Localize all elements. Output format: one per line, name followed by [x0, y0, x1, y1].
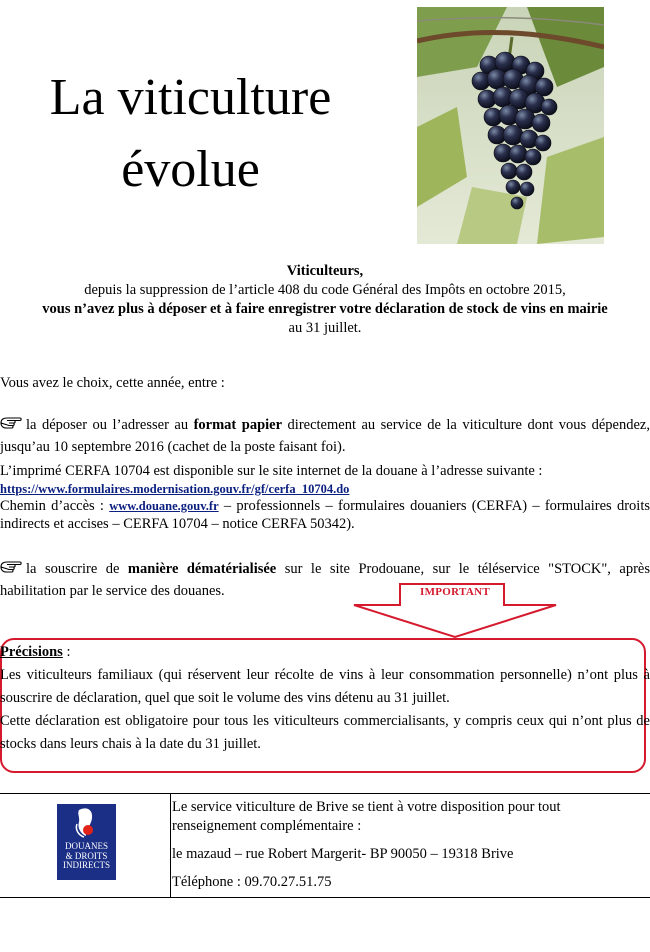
title-line-1: La viticulture — [49, 69, 332, 126]
precisions-colon: : — [62, 644, 71, 660]
option-paper — [0, 414, 650, 458]
service-text: Le service viticulture de Brive se tient à votre disposition pour tout renseignement complémentaire : — [172, 799, 561, 834]
cerfa-info — [0, 463, 650, 533]
precisions-heading: Précisions — [0, 644, 63, 660]
choice-intro: Vous avez le choix, cette année, entre : — [0, 375, 225, 391]
option-paper-after: directement au service de la viticulture dont vous dépendez, jusqu’au 10 septembre 2016 (cachet de la poste faisant foi). — [0, 417, 650, 455]
important-arrow — [352, 583, 558, 639]
intro-block — [0, 262, 650, 338]
phone-text: Téléphone : 09.70.27.51.75 — [172, 874, 332, 890]
pointing-hand-icon — [0, 560, 22, 574]
precisions-content — [0, 641, 650, 756]
logo-line-3: INDIRECTS — [63, 860, 110, 870]
intro-heading: Viticulteurs, — [286, 263, 364, 279]
contact-table — [0, 793, 650, 898]
logo-text — [57, 842, 116, 871]
path-label: Chemin d’accès : — [0, 498, 110, 514]
douanes-logo — [57, 804, 116, 880]
intro-line-3: vous n’avez plus à déposer et à faire enregistrer votre déclaration de stock de vins en mairie — [42, 301, 608, 317]
cerfa-text: L’imprimé CERFA 10704 est disponible sur le site internet de la douane à l’adresse suivante : — [0, 463, 543, 479]
intro-line-2: depuis la suppression de l’article 408 du code Général des Impôts en octobre 2015, — [84, 282, 566, 298]
precisions-para-2: Cette déclaration est obligatoire pour tous les viticulteurs commercialisants, y compris ceux qui n’ont plus de stocks dans leurs chais à la date du 31 juillet. — [0, 713, 650, 752]
option-online-after: sur le site Prodouane, sur le téléservice "STOCK", après habilitation par le service des douanes. — [0, 561, 650, 599]
address-text: le mazaud – rue Robert Margerit- BP 90050 – 19318 Brive — [172, 846, 514, 862]
cerfa-link[interactable]: https://www.formulaires.modernisation.gouv.fr/gf/cerfa_10704.do — [0, 481, 350, 496]
grape-cluster-photo — [417, 7, 604, 244]
path-rest: – professionnels – formulaires douaniers (CERFA) – formulaires droits indirects et accises – CERFA 10704 – notice CERFA 50342). — [0, 498, 650, 532]
pointing-hand-icon — [0, 416, 22, 430]
option-paper-bold: format papier — [193, 417, 283, 433]
marianne-emblem-icon — [57, 804, 116, 842]
option-online-before: la souscrire de — [26, 561, 128, 577]
page-title — [18, 62, 363, 206]
precisions-para-1: Les viticulteurs familiaux (qui réservent leur récolte de vins à leur consommation personnelle) n’ont plus à souscrire de déclaration, quel que soit le volume des vins détenu au 31 juillet. — [0, 667, 650, 706]
logo-line-2: & DROITS — [65, 850, 108, 861]
title-line-2: évolue — [121, 141, 260, 198]
option-paper-before: la déposer ou l’adresser au — [26, 417, 194, 433]
logo-line-1: DOUANES — [64, 841, 108, 851]
option-online-bold: manière dématérialisée — [127, 561, 277, 577]
intro-line-4: au 31 juillet. — [288, 320, 362, 336]
douane-link[interactable]: www.douane.gouv.fr — [109, 499, 219, 513]
logo-cell — [0, 794, 171, 897]
contact-info — [172, 798, 646, 901]
important-label: IMPORTANT — [420, 586, 490, 598]
